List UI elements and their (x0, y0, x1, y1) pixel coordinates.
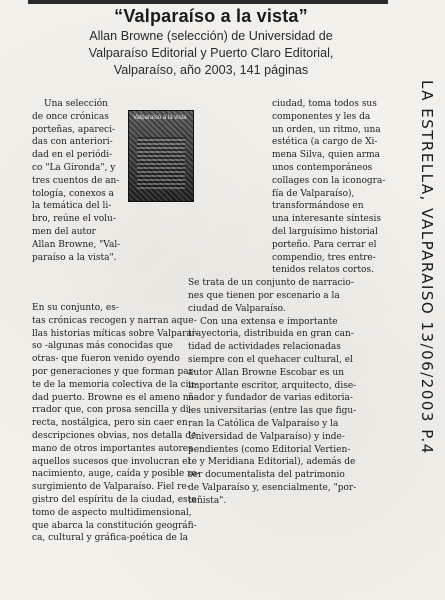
text-line: so -algunas más conocidas que (32, 341, 173, 352)
text-line: rrador que, con prosa sencilla y di- (32, 405, 192, 416)
text-line: unos contemporáneos (272, 162, 373, 173)
text-line: del larguísimo historial (272, 226, 378, 237)
text-line: En su conjunto, es- (32, 303, 119, 313)
text-line: men del autor (32, 226, 96, 237)
book-cover-title: Valparaíso a la vista (133, 115, 187, 121)
text-line: nacimiento, auge, caída y posible re- (32, 469, 200, 480)
text-line: tomo de aspecto multidimensional, (32, 507, 192, 518)
text-line: co "La Gironda", y (32, 162, 116, 173)
right-column (188, 98, 392, 508)
text-line: dad en el periódi- (32, 150, 113, 161)
text-line: por generaciones y que forman par- (32, 366, 196, 377)
text-line: estética (a cargo de Xi- (272, 137, 378, 148)
text-line: les universitarias (entre las que figu- (188, 406, 357, 417)
text-line: la temática del li- (32, 201, 112, 212)
text-line: compendio, tres entre- (272, 252, 376, 263)
text-line: mano de otros importantes autores (32, 443, 193, 454)
text-line: ca, cultural y gráfica-poética de la (32, 533, 188, 544)
text-line: siempre con el quehacer cultural, el (188, 354, 353, 365)
text-line: ciudad de Valparaíso. (188, 303, 286, 314)
text-line: bro, reúne el volu- (32, 214, 116, 225)
left-column (32, 98, 144, 264)
top-rule (28, 0, 388, 4)
text-line: un orden, un ritmo, una (272, 124, 381, 135)
text-line: paraíso a la vista". (32, 252, 117, 263)
text-line: otras- que fueron venido oyendo (32, 354, 180, 365)
handwritten-source-note: LA ESTRELLA, VALPARAISO 13/06/2003 P.4 (418, 80, 436, 455)
text-line: tres cuentos de an- (32, 175, 120, 186)
text-line: de Valparaíso y, esencialmente, "por- (188, 482, 357, 493)
text-line: mena Silva, quien arma (272, 150, 380, 161)
text-line: ran la Católica de Valparaíso y la (188, 418, 339, 429)
text-line: Se trata de un conjunto de narracio- (188, 278, 354, 289)
text-line: das con anteriori- (32, 137, 113, 148)
text-line: transformándose en (272, 201, 364, 212)
text-line: descripciones obvias, nos detalla de (32, 430, 197, 441)
subhead-line: Allan Browne (selección) de Universidad de (89, 29, 333, 43)
text-line: te de la memoria colectiva de la ciu- (32, 379, 198, 390)
text-line: surgimiento de Valparaíso. Fiel re- (32, 482, 190, 493)
article-subhead (26, 28, 396, 79)
subhead-line: Valparaíso Editorial y Puerto Claro Editorial, (88, 46, 334, 60)
text-line: llas historias míticas sobre Valparaí- (32, 328, 198, 339)
text-line: tología, conexos a (32, 188, 114, 199)
text-line: nes que tienen por escenario a la (188, 290, 340, 301)
text-line: importante escritor, arquitecto, dise- (188, 380, 357, 391)
text-line: Universidad de Valparaíso) y inde- (188, 431, 345, 442)
text-line: autor Allan Browne Escobar es un (188, 367, 344, 378)
text-line: una interesante síntesis (272, 214, 382, 225)
text-line: recta, nostálgica, pero sin caer en (32, 418, 188, 429)
article-headline: “Valparaíso a la vista” (114, 6, 308, 26)
text-line: fía de Valparaíso), (272, 188, 355, 199)
text-line: pendientes (como Editorial Vertien- (188, 444, 351, 455)
text-line: trayectoria, distribuida en gran can- (188, 329, 354, 340)
text-line: que abarca la constitución geográfi- (32, 520, 197, 531)
text-line: ñador y fundador de varias editoria- (188, 393, 353, 404)
text-line: tenidos relatos cortos. (272, 265, 374, 276)
text-line: ser documentalista del patrimonio (188, 470, 345, 481)
text-line: tidad de actividades relacionadas (188, 342, 341, 353)
text-line: ciudad, toma todos sus (272, 99, 377, 109)
subhead-line: Valparaíso, año 2003, 141 páginas (113, 63, 309, 77)
text-line: aquellos sucesos que involucran el (32, 456, 191, 467)
text-line: componentes y les da (272, 111, 371, 122)
text-line: gistro del espíritu de la ciudad, este (32, 494, 197, 505)
text-line: collages con la iconogra- (272, 175, 386, 186)
text-line: Una selección (44, 99, 108, 109)
text-line: tas crónicas recogen y narran aque- (32, 315, 197, 326)
book-cover-art (137, 137, 185, 189)
text-line: teñista". (188, 495, 227, 506)
text-line: Allan Browne, "Val- (32, 239, 121, 250)
text-line: porteñas, apareci- (32, 124, 116, 135)
text-line: te y Meridiana Editorial), además de (188, 457, 356, 468)
text-line: de once crónicas (32, 111, 109, 122)
text-line: dad puerto. Browne es el ameno na- (32, 392, 197, 403)
text-line: Con una extensa e importante (200, 316, 338, 327)
text-line: porteño. Para cerrar el (272, 239, 377, 250)
